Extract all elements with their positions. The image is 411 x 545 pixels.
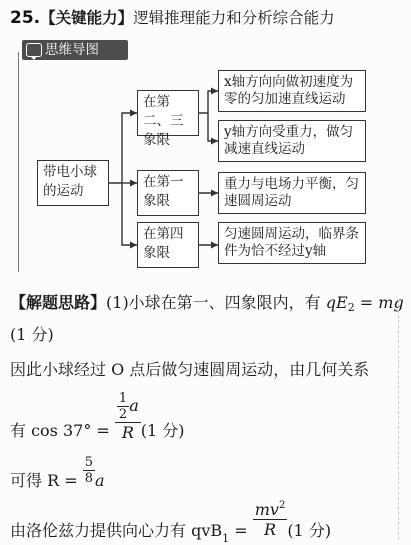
cos-equation: [10, 385, 185, 447]
formula-qE-sub: 2: [347, 301, 355, 314]
radius-fraction: [83, 455, 95, 486]
lorentz-eq: =: [229, 521, 253, 540]
mindmap-node-quadrant-1: 在第一象限: [137, 170, 199, 216]
cos-prefix: 有 cos 37° =: [10, 421, 115, 440]
connector-q23-y: [208, 113, 218, 141]
solution-line-2: (1 分): [10, 325, 54, 344]
radius-den: 8: [84, 471, 93, 486]
margin-guide: [398, 300, 399, 540]
lorentz-num: mv: [254, 500, 279, 519]
radius-prefix: 可得 R =: [10, 471, 83, 490]
mindmap-node-x-motion: x轴方向向做初速度为零的匀加速直线运动: [218, 70, 366, 112]
mindmap-root-node: 带电小球的运动: [37, 160, 109, 206]
connector-q23-x: [199, 91, 218, 113]
lorentz-numerator: [253, 500, 288, 520]
mindmap-banner-label: 思维导图: [45, 42, 99, 58]
cos-R: R: [121, 423, 134, 442]
lorentz-fraction: [253, 500, 288, 539]
question-tag: 【关键能力】: [40, 8, 134, 27]
mindmap-node-y-motion: y轴方向受重力，做匀减速直线运动: [218, 120, 366, 162]
mindmap-node-quadrant-2-3: 在第二、三象限: [137, 90, 199, 136]
mindmap-node-quadrant-4: 在第四象限: [137, 222, 199, 268]
half-num: 1: [118, 391, 128, 406]
lorentz-sub: 1: [222, 532, 230, 545]
connector-root-q4: [122, 183, 137, 245]
lorentz-den: R: [263, 520, 277, 539]
formula-mg: = mg: [354, 293, 404, 312]
lorentz-sup: 2: [278, 500, 286, 511]
lorentz-equation: [10, 500, 332, 545]
cos-fraction: [115, 391, 141, 442]
lorentz-text: 由洛伦兹力提供向心力有 qvB: [10, 521, 223, 540]
radius-equation: [10, 455, 105, 495]
radius-a: a: [95, 471, 105, 490]
cos-frac-numerator: [115, 391, 141, 423]
solution-line-1: [10, 290, 404, 314]
cos-score: (1 分): [140, 421, 185, 440]
lorentz-score: (1 分): [287, 521, 332, 540]
question-ability: 逻辑推理能力和分析综合能力: [133, 9, 335, 27]
question-number: 25.: [10, 8, 41, 28]
mindmap-node-q4-motion: 匀速圆周运动，临界条件为恰不经过y轴: [218, 222, 366, 264]
solution-line-3: 因此小球经过 O 点后做匀速圆周运动，由几何关系: [10, 360, 370, 379]
cos-a: a: [129, 396, 139, 415]
formula-qE: qE: [325, 293, 348, 312]
solution-header: 【解题思路】: [10, 293, 107, 312]
radius-num: 5: [84, 455, 93, 470]
half-fraction: [117, 391, 129, 422]
connector-root-q23: [109, 113, 137, 183]
half-den: 2: [118, 407, 128, 422]
solution-line-1-text: (1)小球在第一、四象限内，有: [106, 293, 321, 312]
mindmap-node-q1-motion: 重力与电场力平衡，匀速圆周运动: [218, 172, 366, 214]
